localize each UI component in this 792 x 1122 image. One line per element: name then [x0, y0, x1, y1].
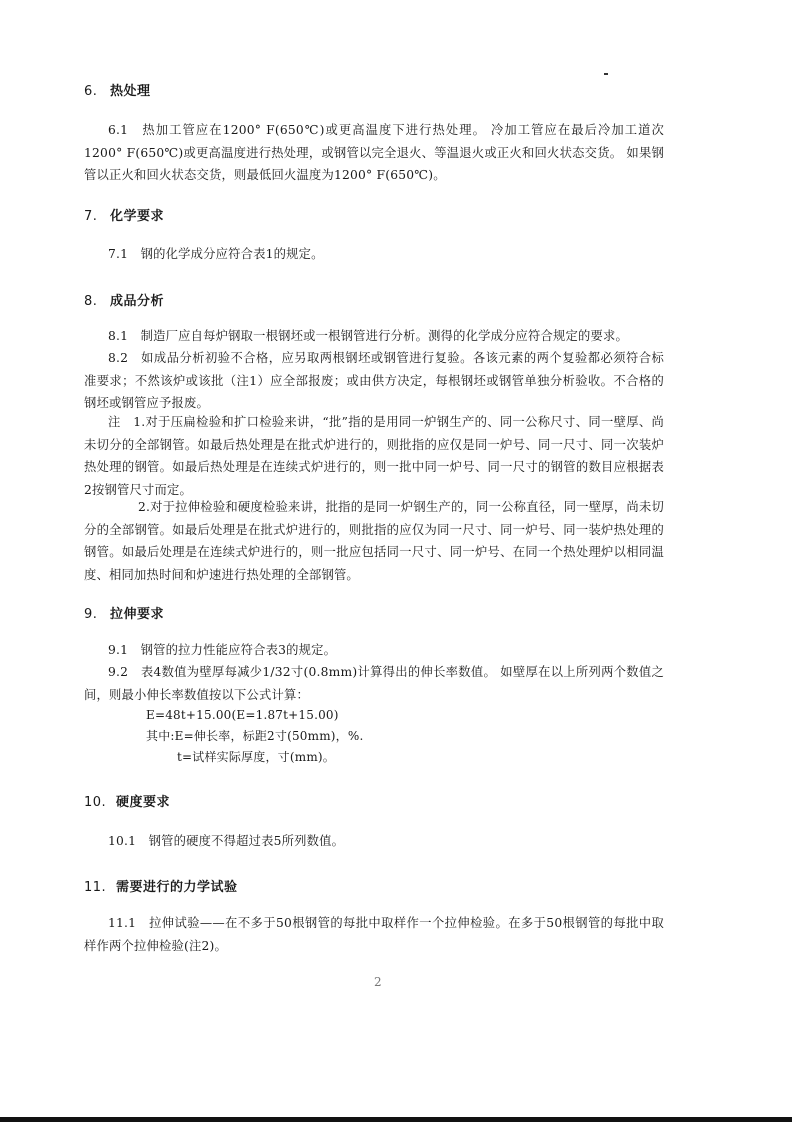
para-8-2: 8.2 如成品分析初验不合格，应另取两根钢坯或钢管进行复验。各该元素的两个复验都必须符合标准要求；不然该炉或该批（注1）应全部报废；或由供方决定，每根钢坯或钢管单独分析验收。不合格的钢坯或钢管应予报废。 [84, 351, 664, 410]
page-number: 2 [374, 975, 382, 989]
section-9-title: 拉伸要求 [110, 607, 165, 622]
section-9-heading [84, 603, 164, 622]
section-10-title: 硬度要求 [116, 795, 171, 810]
note-1: 注 1.对于压扁检验和扩口检验来讲，“批”指的是用同一炉钢生产的、同一公称尺寸、同一壁厚、尚未切分的全部钢管。如最后热处理是在批式炉进行的，则批指的应仅是同一炉号、同一尺寸、同一次装炉热处理的钢管。如最后热处理是在连续式炉进行的，则一批中同一炉号、同一尺寸的钢管的数目应根据表2按钢管尺寸而定。 [84, 415, 664, 497]
section-8-title: 成品分析 [110, 294, 165, 309]
para-11-1: 11.1 拉伸试验——在不多于50根钢管的每批中取样作一个拉伸检验。在多于50根钢管的每批中取样作两个拉伸检验(注2)。 [84, 916, 664, 953]
elongation-formula: E=48t+15.00(E=1.87t+15.00) [146, 708, 339, 722]
scan-speck [604, 73, 608, 75]
formula-where-t: t=试样实际厚度，寸(mm)。 [177, 750, 335, 764]
section-8-number: 8. [84, 294, 98, 309]
section-11-title: 需要进行的力学试验 [116, 880, 238, 895]
section-7-number: 7. [84, 209, 98, 224]
para-9-1: 9.1 钢管的拉力性能应符合表3的规定。 [108, 643, 337, 657]
note-2: 2.对于拉伸检验和硬度检验来讲，批指的是同一炉钢生产的，同一公称直径，同一壁厚，尚未切分的全部钢管。如最后处理是在批式炉进行的，则批指的应仅为同一尺寸、同一炉号、同一装炉热处理的钢管。如最后处理是在连续式炉进行的，则一批应包括同一尺寸、同一炉号、在同一个热处理炉以相同温度、相同加热时间和炉速进行热处理的全部钢管。 [84, 500, 664, 582]
section-11-heading [84, 876, 238, 895]
section-11-number: 11. [84, 880, 107, 895]
formula-where-e: 其中:E=伸长率，标距2寸(50mm)，%. [146, 729, 364, 743]
para-7-1: 7.1 钢的化学成分应符合表1的规定。 [108, 247, 324, 261]
section-8-heading [84, 290, 164, 309]
scan-bottom-edge [0, 1117, 792, 1122]
para-6-1: 6.1 热加工管应在1200° F(650℃)或更高温度下进行热处理。 冷加工管应在最后冷加工道次1200° F(650℃)或更高温度进行热处理，或钢管以完全退火、等温退火或正火和回火状态交货。 如果钢管以正火和回火状态交货，则最低回火温度为1200° F(650℃)。 [84, 123, 664, 182]
para-10-1: 10.1 钢管的硬度不得超过表5所列数值。 [108, 834, 345, 848]
section-7-heading [84, 205, 164, 224]
section-6-heading [84, 80, 151, 99]
para-8-1: 8.1 制造厂应自每炉钢取一根钢坯或一根钢管进行分析。测得的化学成分应符合规定的要求。 [108, 329, 629, 343]
section-10-number: 10. [84, 795, 107, 810]
section-6-title: 热处理 [110, 84, 151, 99]
section-10-heading [84, 791, 170, 810]
para-9-2: 9.2 表4数值为壁厚每减少1/32寸(0.8mm)计算得出的伸长率数值。 如壁厚在以上所列两个数值之间，则最小伸长率数值按以下公式计算： [84, 665, 664, 702]
section-7-title: 化学要求 [110, 209, 165, 224]
section-9-number: 9. [84, 607, 98, 622]
section-6-number: 6. [84, 84, 98, 99]
